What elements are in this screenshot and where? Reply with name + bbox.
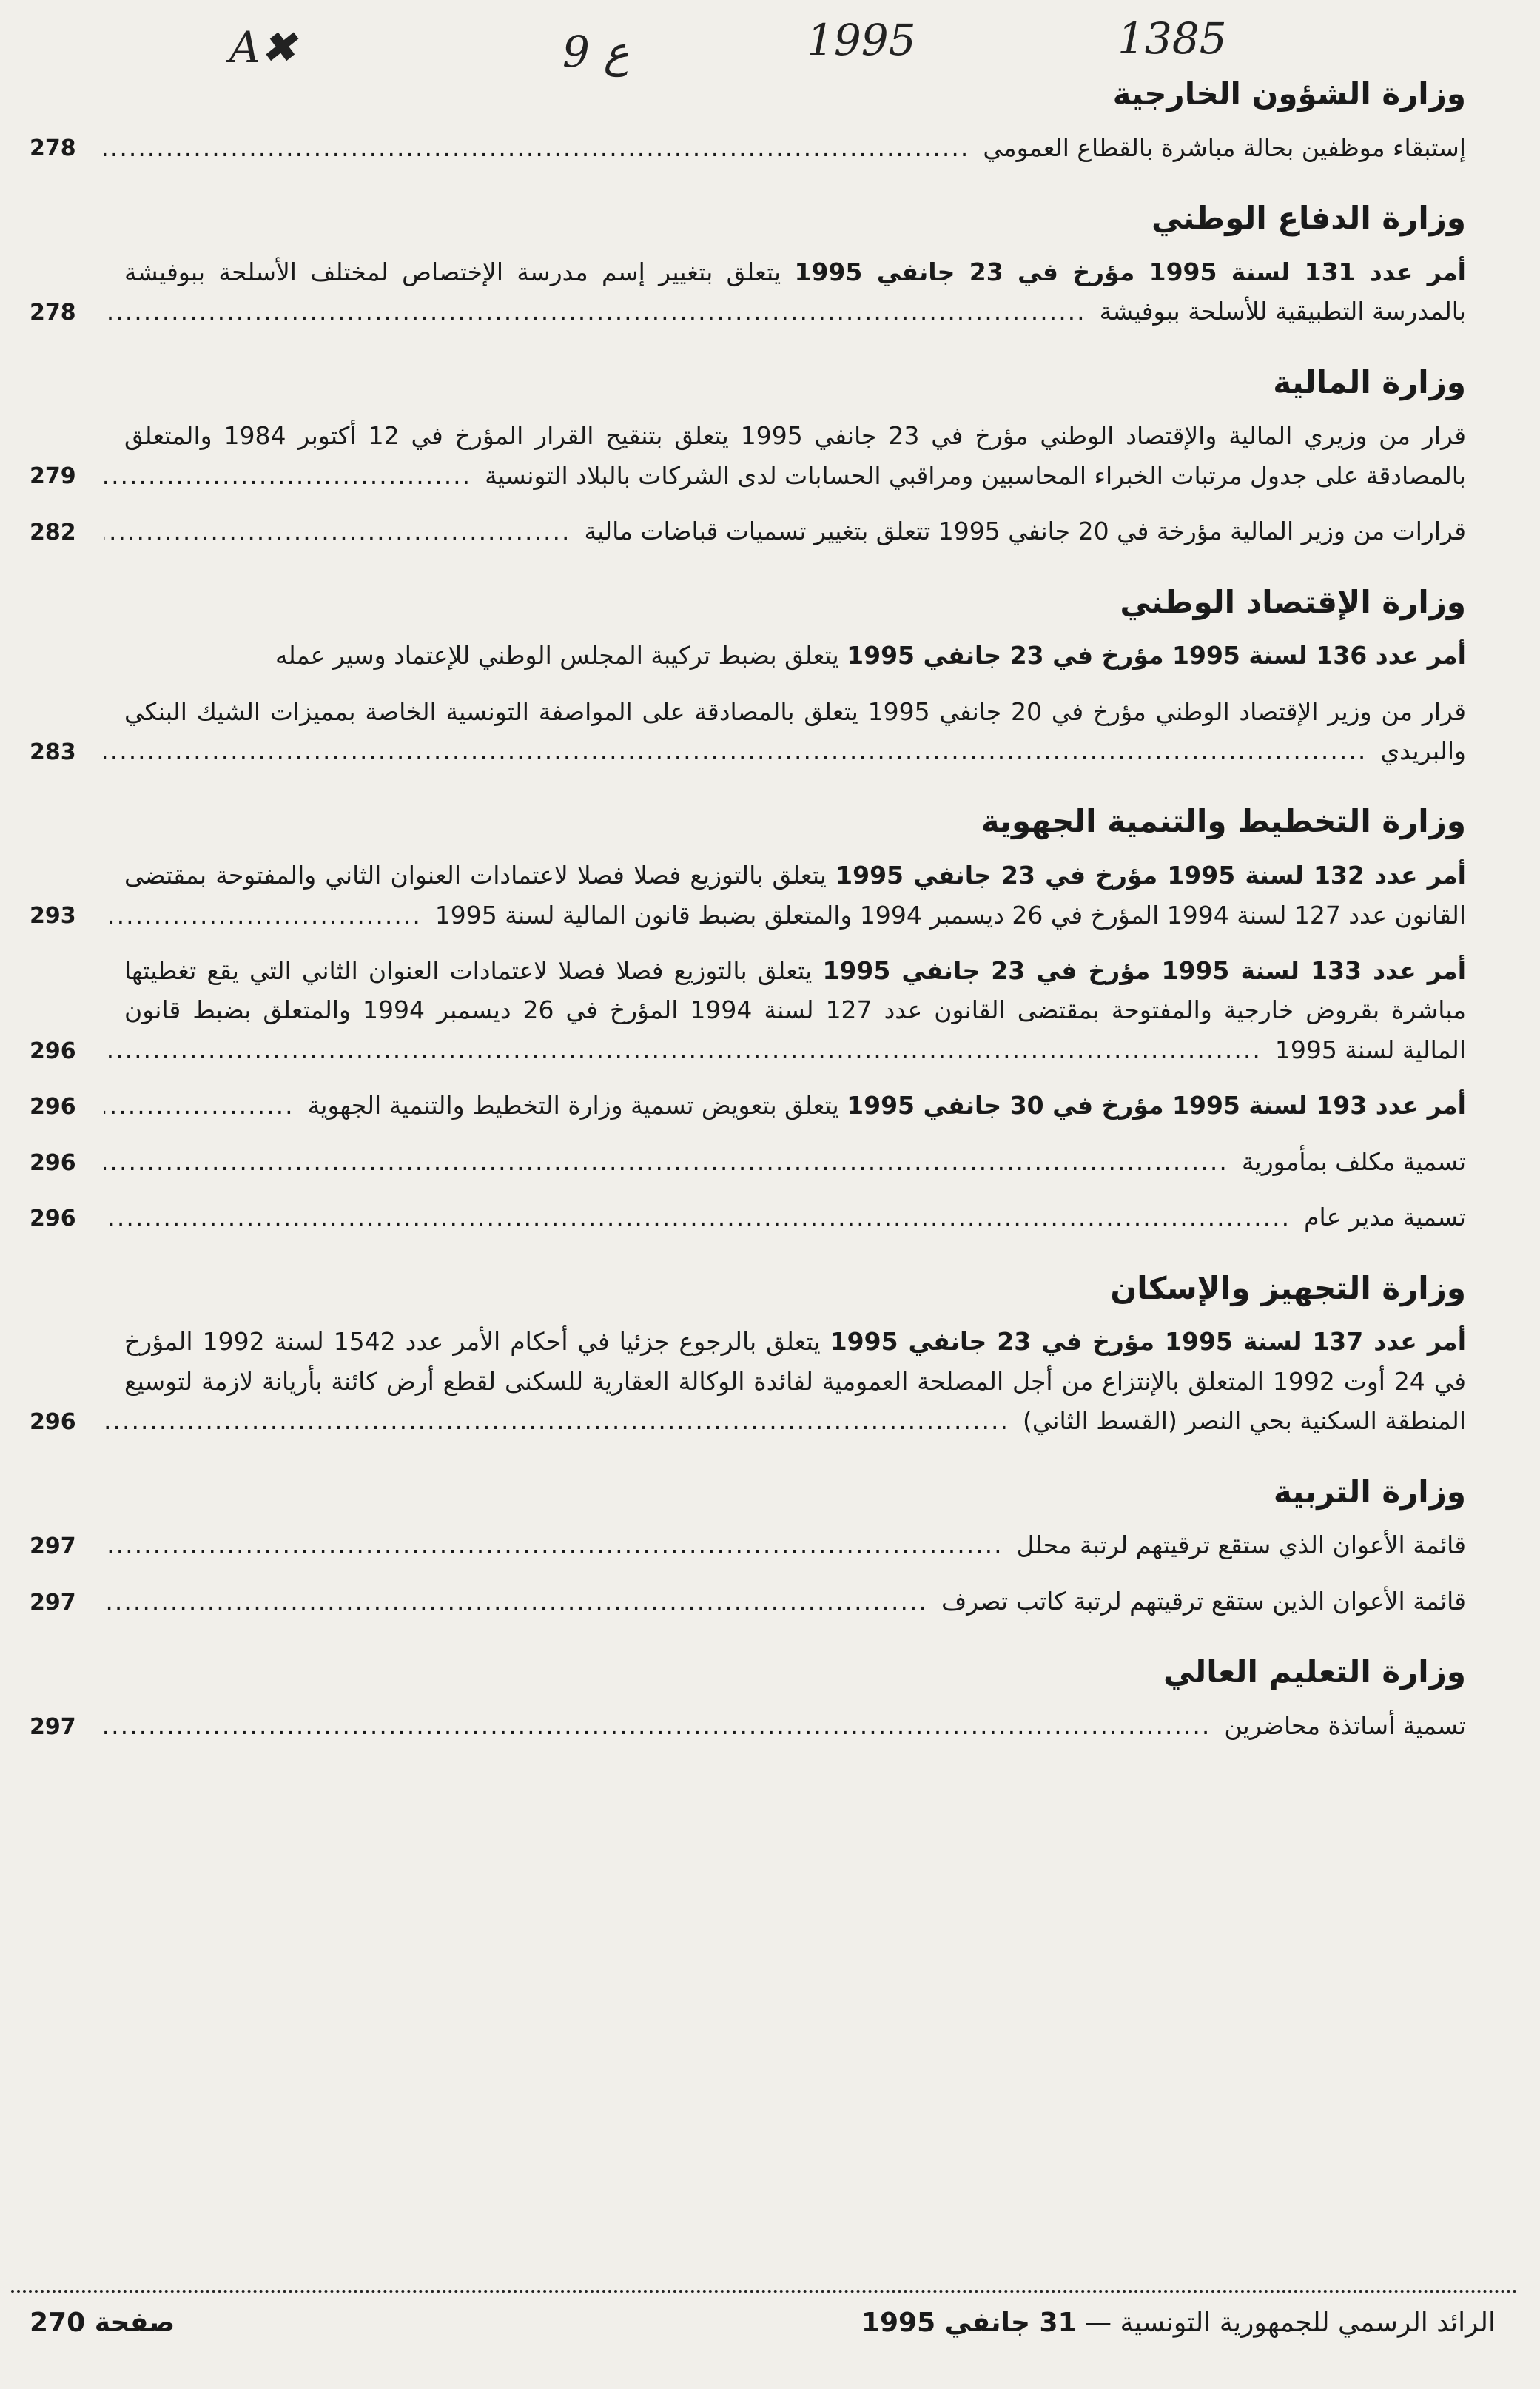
toc-entry-body (124, 956, 1466, 1064)
toc-entry-text (104, 1582, 1466, 1621)
toc-page-number: 297 (30, 1589, 76, 1616)
toc-entry-body (1298, 1203, 1466, 1232)
toc-entry-body (124, 258, 1466, 326)
footer-journal-name: الرائد الرسمي للجمهورية التونسية (1120, 2308, 1496, 2338)
toc-entry-text (104, 252, 1466, 332)
toc-entry-body (578, 517, 1466, 545)
ministry-title: وزارة الإقتصاد الوطني (1120, 583, 1466, 620)
toc-page-number: 278 (30, 135, 76, 162)
ministry-section (30, 184, 1466, 332)
toc-page-number: 283 (30, 739, 76, 765)
toc-entry (30, 416, 1466, 495)
decree-reference: أمر عدد 136 لسنة 1995 مؤرخ في 23 جانفي 1995 (847, 641, 1466, 671)
toc-entry (30, 1086, 1466, 1125)
toc-entry (30, 1197, 1466, 1237)
toc-entry (30, 951, 1466, 1069)
toc-page-number: 278 (30, 299, 76, 326)
handwritten-note-number: 1385 (1117, 13, 1227, 64)
entry-description: إستبقاء موظفين بحالة مباشرة بالقطاع العمومي (983, 132, 1466, 162)
toc-entry-text (104, 692, 1466, 771)
entry-description: قرار من وزيري المالية والإقتصاد الوطني مؤرخ في 23 جانفي 1995 يتعلق بتنقيح القرار المؤرخ في 12 أكتوبر 1984 والمتعلق بالمصادقة على جدول مرتبات الخبراء المحاسبين ومراقبي الحسابات لدى الشركات بالبلاد التونسية (124, 421, 1466, 490)
ministry-section (30, 1457, 1466, 1622)
toc-page-number: 293 (30, 903, 76, 930)
decree-reference: أمر عدد 131 لسنة 1995 مؤرخ في 23 جانفي 1995 (794, 257, 1466, 286)
toc-entry-text (104, 128, 1466, 167)
toc-entry-body (935, 1587, 1466, 1616)
toc-entry-text (104, 1322, 1466, 1440)
toc-entry-text (104, 416, 1466, 495)
toc-entry-text (104, 1525, 1466, 1565)
toc-page-number: 296 (30, 1149, 76, 1176)
decree-reference: أمر عدد 132 لسنة 1995 مؤرخ في 23 جانفي 1995 (835, 861, 1466, 890)
toc-entry-text (104, 1197, 1466, 1237)
toc-entry (30, 856, 1466, 935)
ministry-section (30, 59, 1466, 167)
toc-entry (30, 692, 1466, 771)
entry-description: يتعلق بتعويض تسمية وزارة التخطيط والتنمية الجهوية (307, 1091, 839, 1120)
ministry-section (30, 1254, 1466, 1441)
toc-entry (30, 1706, 1466, 1745)
toc-entry-body (269, 641, 1466, 670)
entry-description: يتعلق بالرجوع جزئيا في أحكام الأمر عدد 1542 لسنة 1992 المؤرخ في 24 أوت 1992 المتعلق بالإنتزاع من أجل المصلحة العمومية لفائدة الوكالة العقارية للسكنى لقطع أرض كائنة بأريانة لازمة لتوسيع المنطقة السكنية بحي النصر (القسط الثاني) (124, 1327, 1466, 1436)
ministry-section (30, 787, 1466, 1237)
toc-entry (30, 1322, 1466, 1440)
toc-page-number: 296 (30, 1409, 76, 1436)
toc-page-number: 296 (30, 1094, 76, 1120)
handwritten-note-b: 9 ع (562, 27, 629, 77)
toc-entry-text (104, 856, 1466, 935)
ministry-title: وزارة الدفاع الوطني (1151, 200, 1466, 237)
ministry-section (30, 348, 1466, 551)
toc-entry-text (104, 1706, 1466, 1745)
footer-journal: الرائد الرسمي للجمهورية التونسية — 31 جانفي 1995 (861, 2308, 1496, 2338)
toc-entry-body (124, 697, 1466, 765)
toc-entry-body (1218, 1711, 1466, 1740)
footer-date: 31 جانفي 1995 (861, 2308, 1077, 2338)
toc-entry-body (1011, 1530, 1466, 1559)
entry-description: يتعلق بالتوزيع فصلا فصلا لاعتمادات العنوان الثاني التي يقع تغطيتها مباشرة بقروض خارجية والمفتوحة بمقتضى القانون عدد 127 لسنة 1994 المؤرخ في 26 ديسمبر 1994 والمتعلق بضبط قانون المالية لسنة 1995 (124, 955, 1466, 1064)
toc-entry-body (124, 421, 1466, 489)
toc-page-number: 282 (30, 519, 76, 545)
toc-entry (30, 128, 1466, 167)
footer-page-number: صفحة 270 (30, 2308, 175, 2338)
entry-description: قرارات من وزير المالية مؤرخة في 20 جانفي 1995 تتعلق بتغيير تسميات قباضات مالية (584, 517, 1466, 546)
decree-reference: أمر عدد 133 لسنة 1995 مؤرخ في 23 جانفي 1995 (822, 955, 1466, 985)
toc-entry-body (1236, 1147, 1466, 1176)
toc-entry-body (124, 861, 1466, 929)
ministry-title: وزارة التعليم العالي (1163, 1653, 1466, 1690)
toc-entry-body (977, 133, 1466, 162)
toc-page-number: 296 (30, 1038, 76, 1064)
toc-entry-text (104, 511, 1466, 551)
toc-entry (30, 1142, 1466, 1181)
ministry-title: وزارة المالية (1273, 363, 1466, 400)
toc-entry-text (104, 951, 1466, 1069)
ministry-title: وزارة التخطيط والتنمية الجهوية (981, 803, 1466, 840)
toc-entry (30, 1582, 1466, 1621)
entry-description: قائمة الأعوان الذي ستقع ترقيتهم لرتبة محلل (1016, 1530, 1466, 1560)
ministry-title: وزارة التجهيز والإسكان (1110, 1269, 1466, 1306)
entry-description: تسمية أساتذة محاضرين (1224, 1710, 1466, 1740)
toc-entry-text (104, 636, 1466, 675)
entry-description: تسمية مكلف بمأمورية (1241, 1146, 1466, 1176)
decree-reference: أمر عدد 193 لسنة 1995 مؤرخ في 30 جانفي 1995 (847, 1091, 1466, 1120)
toc-entry-text (104, 1142, 1466, 1181)
toc-entry (30, 636, 1466, 675)
toc-page-number: 296 (30, 1206, 76, 1232)
ministry-title: وزارة التربية (1273, 1473, 1466, 1510)
ministry-section (30, 568, 1466, 771)
ministry-section (30, 1637, 1466, 1745)
entry-description: قائمة الأعوان الذين ستقع ترقيتهم لرتبة كاتب تصرف (941, 1586, 1466, 1616)
toc-entry-body (302, 1091, 1466, 1120)
handwritten-note-year: 1995 (807, 15, 916, 65)
toc-entry (30, 1525, 1466, 1565)
table-of-contents (30, 59, 1466, 1761)
decree-reference: أمر عدد 137 لسنة 1995 مؤرخ في 23 جانفي 1995 (830, 1327, 1466, 1357)
entry-description: يتعلق بتغيير إسم مدرسة الإختصاص لمختلف الأسلحة ببوفيشة بالمدرسة التطبيقية للأسلحة ببوفيشة (124, 257, 1466, 326)
toc-page-number: 297 (30, 1533, 76, 1560)
handwritten-note-a: A✖ (229, 22, 297, 73)
ministry-title: وزارة الشؤون الخارجية (1112, 75, 1466, 112)
toc-entry-body (124, 1327, 1466, 1435)
footer-divider (11, 2290, 1518, 2293)
toc-entry (30, 511, 1466, 551)
entry-description: قرار من وزير الإقتصاد الوطني مؤرخ في 20 جانفي 1995 يتعلق بالمصادقة على المواصفة التونسية الخاصة بمميزات الشيك البنكي والبريدي (124, 696, 1466, 765)
entry-description: تسمية مدير عام (1304, 1203, 1466, 1232)
toc-page-number: 279 (30, 463, 76, 490)
toc-entry-text (104, 1086, 1466, 1125)
toc-page-number: 297 (30, 1713, 76, 1740)
page-footer (30, 2308, 1496, 2338)
entry-description: يتعلق بضبط تركيبة المجلس الوطني للإعتماد وسير عمله (275, 641, 839, 671)
toc-entry (30, 252, 1466, 332)
entry-description: يتعلق بالتوزيع فصلا فصلا لاعتمادات العنوان الثاني والمفتوحة بمقتضى القانون عدد 127 لسنة 1994 المؤرخ في 26 ديسمبر 1994 والمتعلق بضبط قانون المالية لسنة 1995 (124, 861, 1466, 930)
